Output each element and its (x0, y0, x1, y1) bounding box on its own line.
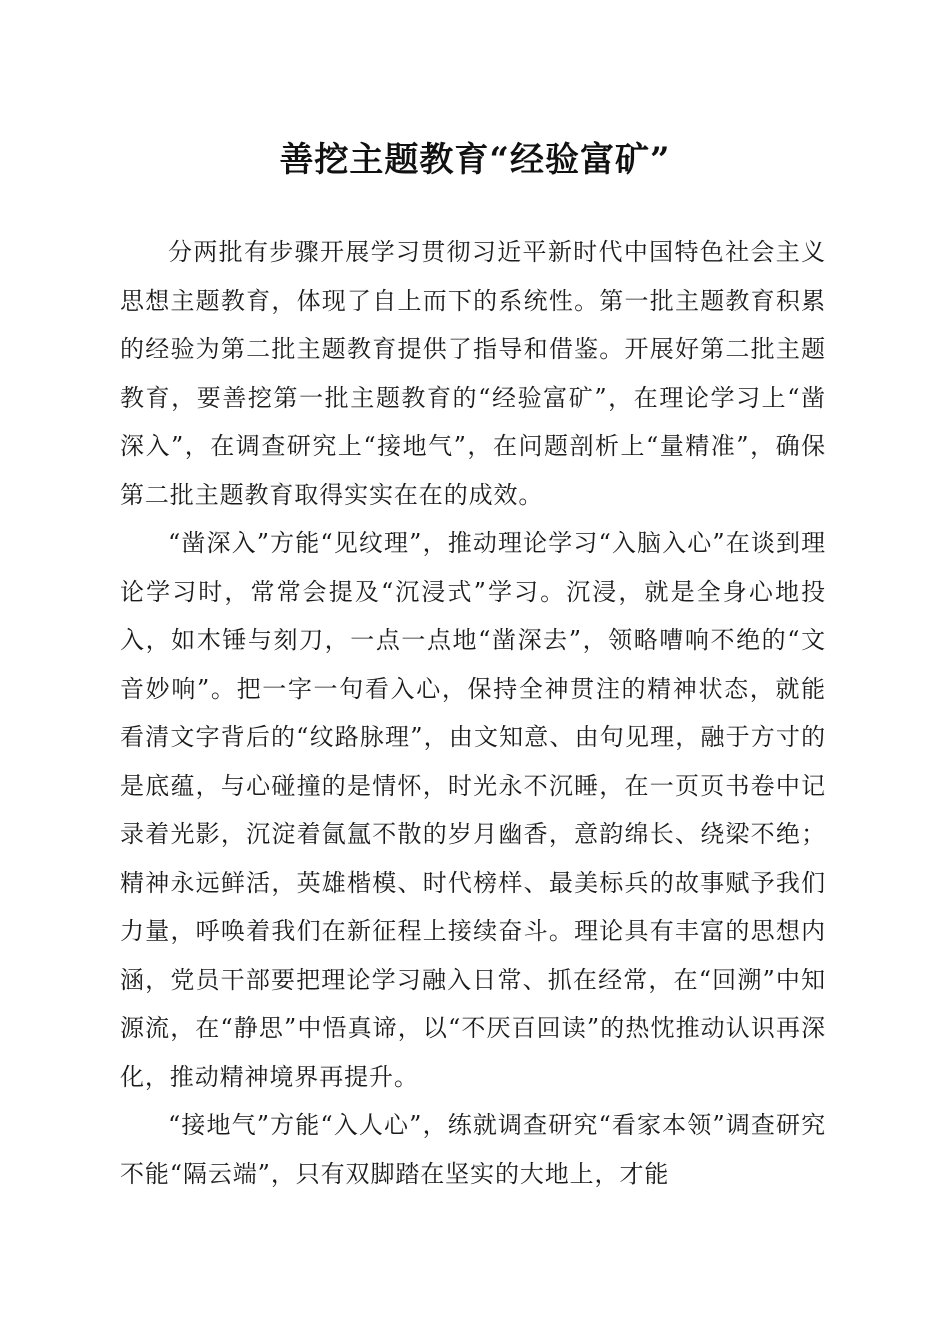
document-body (120, 228, 826, 1198)
paragraph-theory-study: “凿深入”方能“见纹理”，推动理论学习“入脑入心”在谈到理论学习时，常常会提及“沉浸式”学习。沉浸，就是全身心地投入，如木锤与刻刀，一点一点地“凿深去”，领略嘈响不绝的“文音妙响”。把一字一句看入心，保持全神贯注的精神状态，就能看清文字背后的“纹路脉理”，由文知意、由句见理，融于方寸的是底蕴，与心碰撞的是情怀，时光永不沉睡，在一页页书卷中记录着光影，沉淀着氤氲不散的岁月幽香，意韵绵长、绕梁不绝；精神永远鲜活，英雄楷模、时代榜样、最美标兵的故事赋予我们力量，呼唤着我们在新征程上接续奋斗。理论具有丰富的思想内涵，党员干部要把理论学习融入日常、抓在经常，在“回溯”中知源流，在“静思”中悟真谛，以“不厌百回读”的热忱推动认识再深化，推动精神境界再提升。 (120, 529, 826, 1091)
paragraph-intro: 分两批有步骤开展学习贯彻习近平新时代中国特色社会主义思想主题教育，体现了自上而下的系统性。第一批主题教育积累的经验为第二批主题教育提供了指导和借鉴。开展好第二批主题教育，要善挖第一批主题教育的“经验富矿”，在理论学习上“凿深入”，在调查研究上“接地气”，在问题剖析上“量精准”，确保第二批主题教育取得实实在在的成效。 (120, 238, 826, 509)
document-title: 善挖主题教育“经验富矿” (279, 140, 671, 180)
paragraph-investigation: “接地气”方能“入人心”，练就调查研究“看家本领”调查研究不能“隔云端”，只有双脚踏在坚实的大地上，才能 (120, 1111, 826, 1188)
